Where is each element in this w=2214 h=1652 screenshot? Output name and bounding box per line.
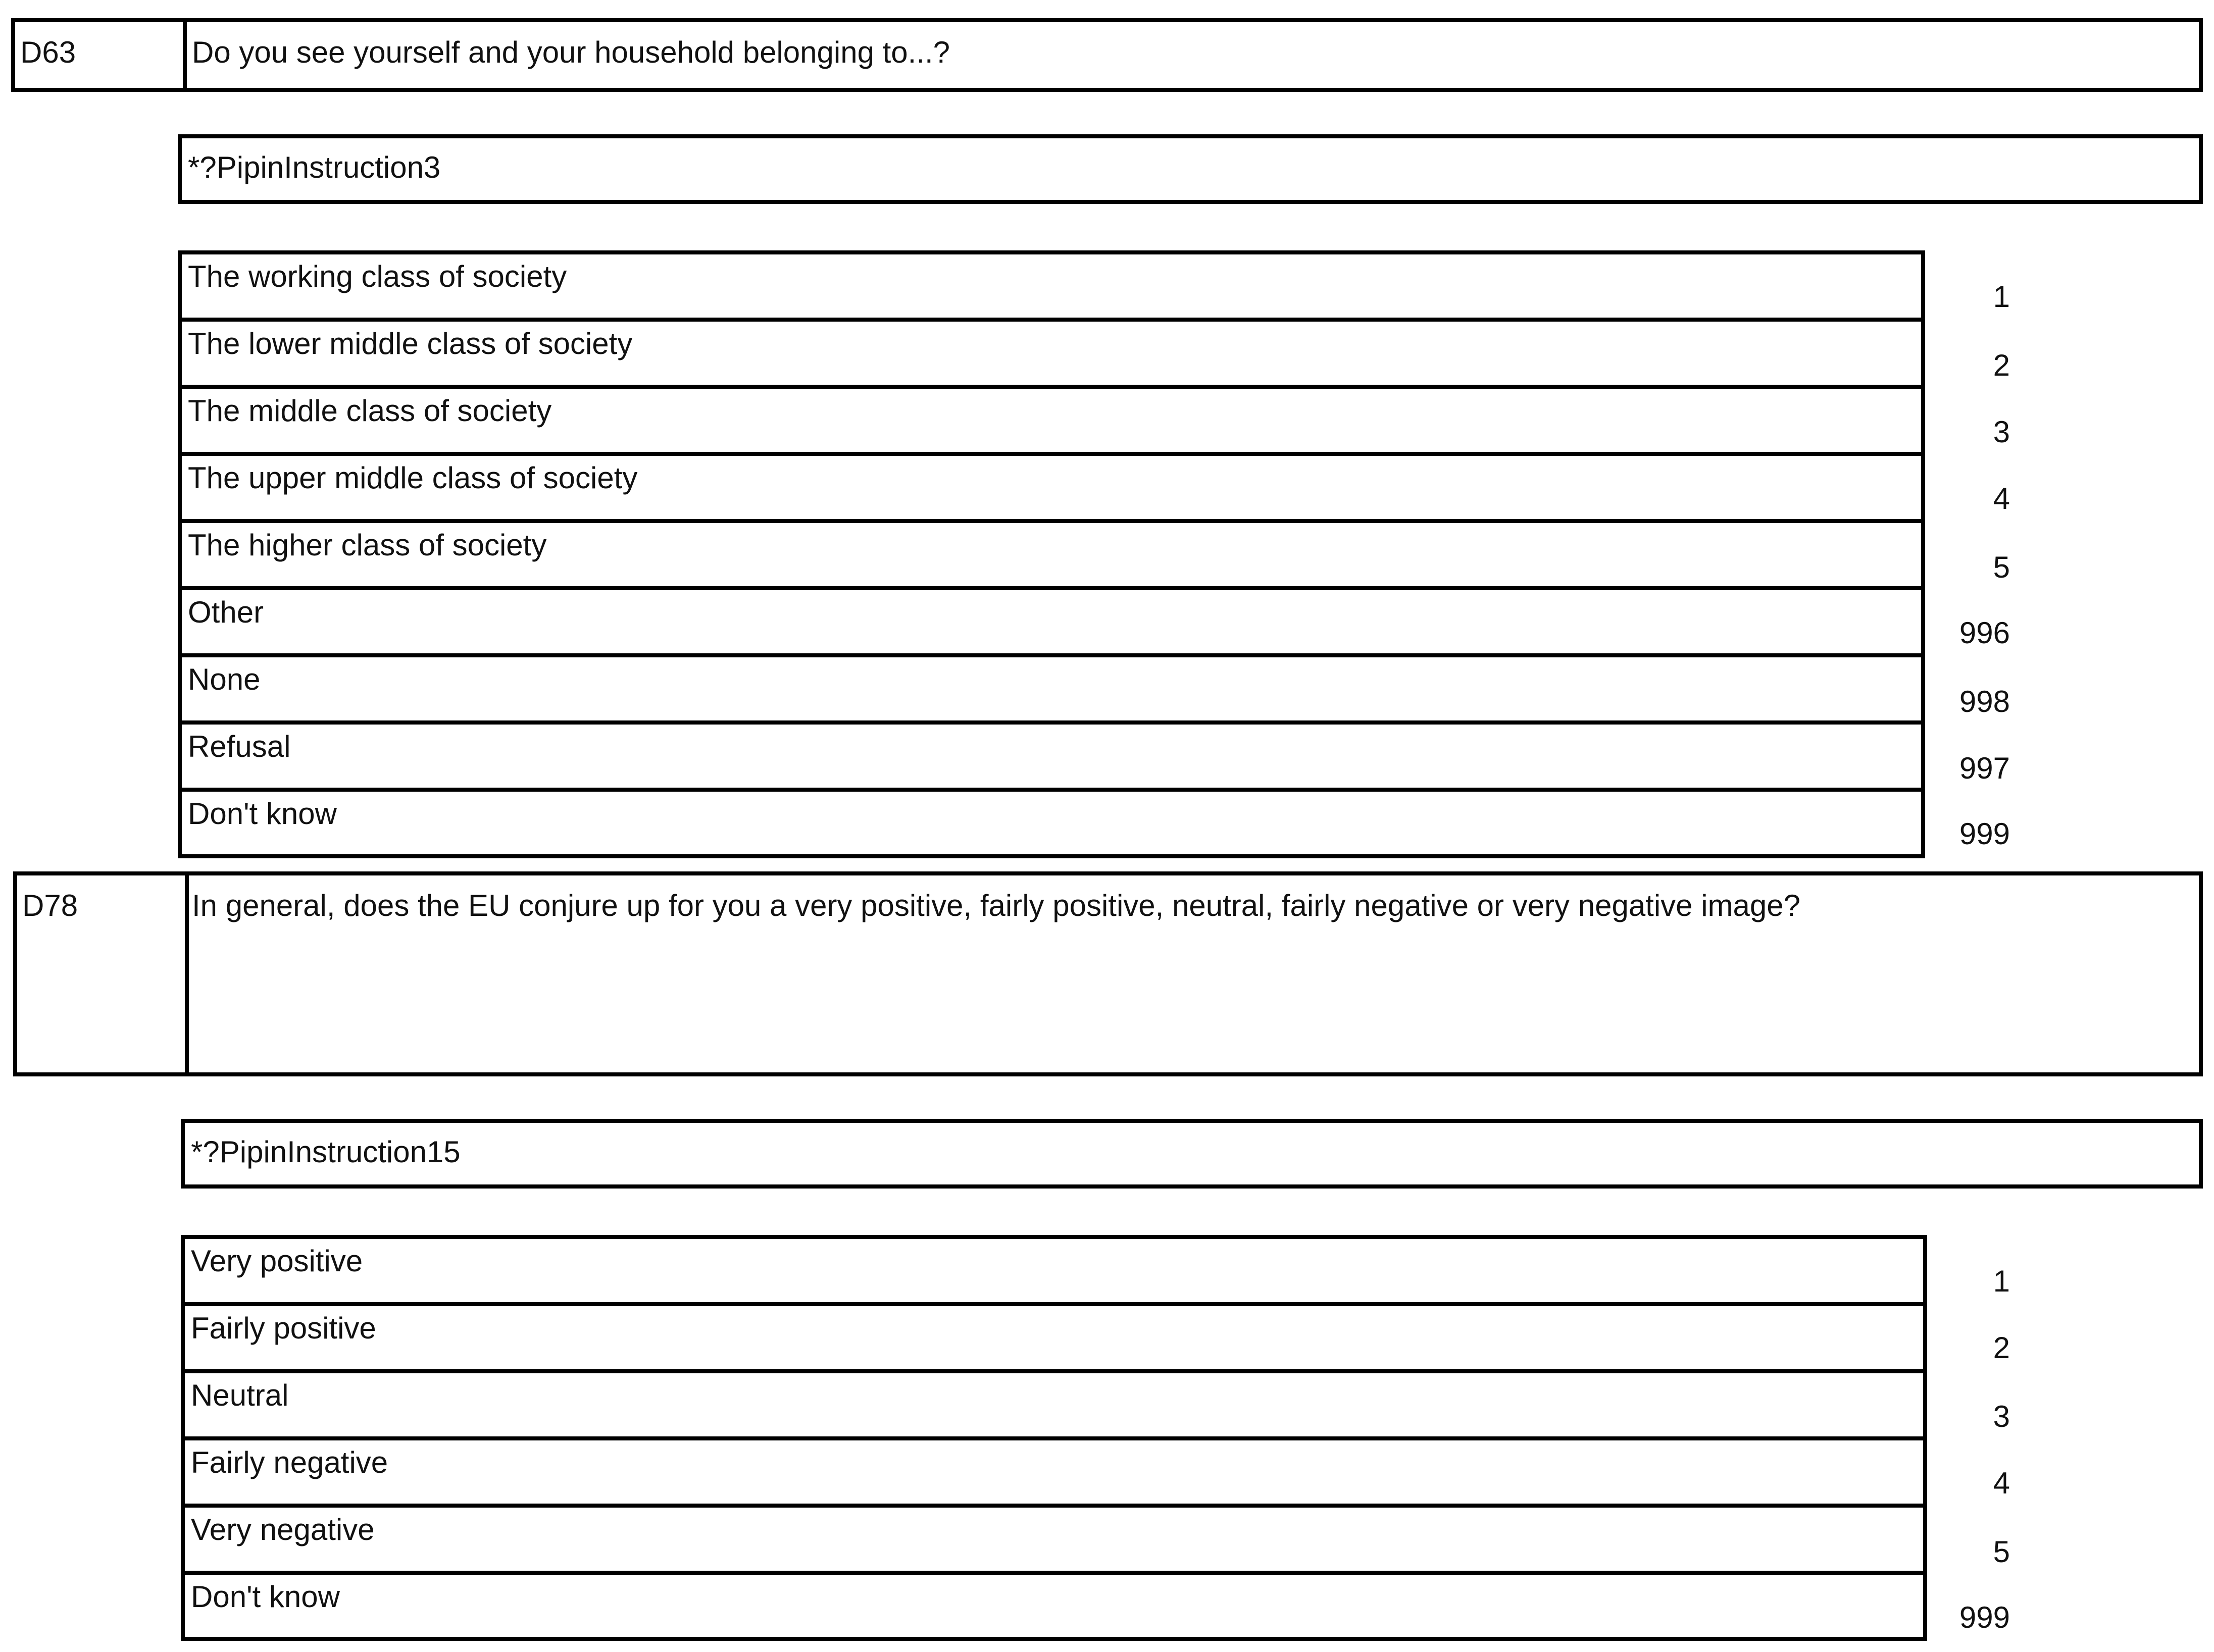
question-code-cell [17,875,189,1072]
option-label: The lower middle class of society [188,327,633,360]
option-label: Other [188,595,264,629]
question-header-d63 [11,18,2203,92]
option-label: Very negative [191,1513,375,1546]
question-code: D63 [20,35,76,69]
option-code: 2 [1993,348,2010,382]
question-header-d78 [13,871,2203,1076]
option-code: 996 [1959,616,2010,650]
option-row [185,1440,1923,1508]
option-label: Refusal [188,730,291,763]
option-label: Very positive [191,1244,363,1278]
option-label: Don't know [188,797,337,831]
option-code: 5 [1993,550,2010,584]
option-label: Fairly positive [191,1311,376,1345]
question-text: Do you see yourself and your household belonging to...? [192,35,950,69]
option-row [185,1508,1923,1575]
question-text: In general, does the EU conjure up for you a very positive, fairly positive, neutral, fairly negative or very negative image? [192,889,1801,922]
instruction-text: *?PipinInstruction3 [188,150,441,184]
option-label: None [188,662,261,696]
option-code: 997 [1959,751,2010,785]
option-row [182,725,1921,792]
option-code: 999 [1959,817,2010,851]
option-code: 4 [1993,1466,2010,1500]
option-code: 999 [1959,1601,2010,1634]
option-row [182,792,1921,858]
option-label: The middle class of society [188,394,552,428]
option-code: 1 [1993,280,2010,314]
option-label: Fairly negative [191,1446,388,1479]
option-row [185,1575,1923,1641]
option-row [185,1373,1923,1440]
option-label: Neutral [191,1378,289,1412]
option-label: The working class of society [188,260,567,293]
option-row [185,1239,1923,1306]
option-code: 1 [1993,1264,2010,1298]
option-row [182,657,1921,725]
options-list-d63 [178,250,1925,858]
option-label: Don't know [191,1580,340,1614]
option-code: 3 [1993,1400,2010,1433]
option-row [182,590,1921,657]
option-code: 4 [1993,482,2010,515]
instruction-box-d63 [178,134,2203,204]
question-code-cell [15,22,187,88]
question-code: D78 [22,889,78,922]
instruction-box-d78 [181,1119,2203,1189]
option-row [182,322,1921,389]
option-code: 3 [1993,415,2010,449]
option-code: 5 [1993,1535,2010,1569]
option-code: 998 [1959,685,2010,718]
option-row [182,456,1921,523]
option-label: The upper middle class of society [188,461,638,495]
option-label: The higher class of society [188,528,547,562]
option-row [182,254,1921,322]
option-row [182,523,1921,590]
option-code: 2 [1993,1331,2010,1365]
options-list-d78 [181,1235,1927,1641]
option-row [182,389,1921,456]
option-row [185,1306,1923,1373]
instruction-text: *?PipinInstruction15 [191,1135,461,1169]
